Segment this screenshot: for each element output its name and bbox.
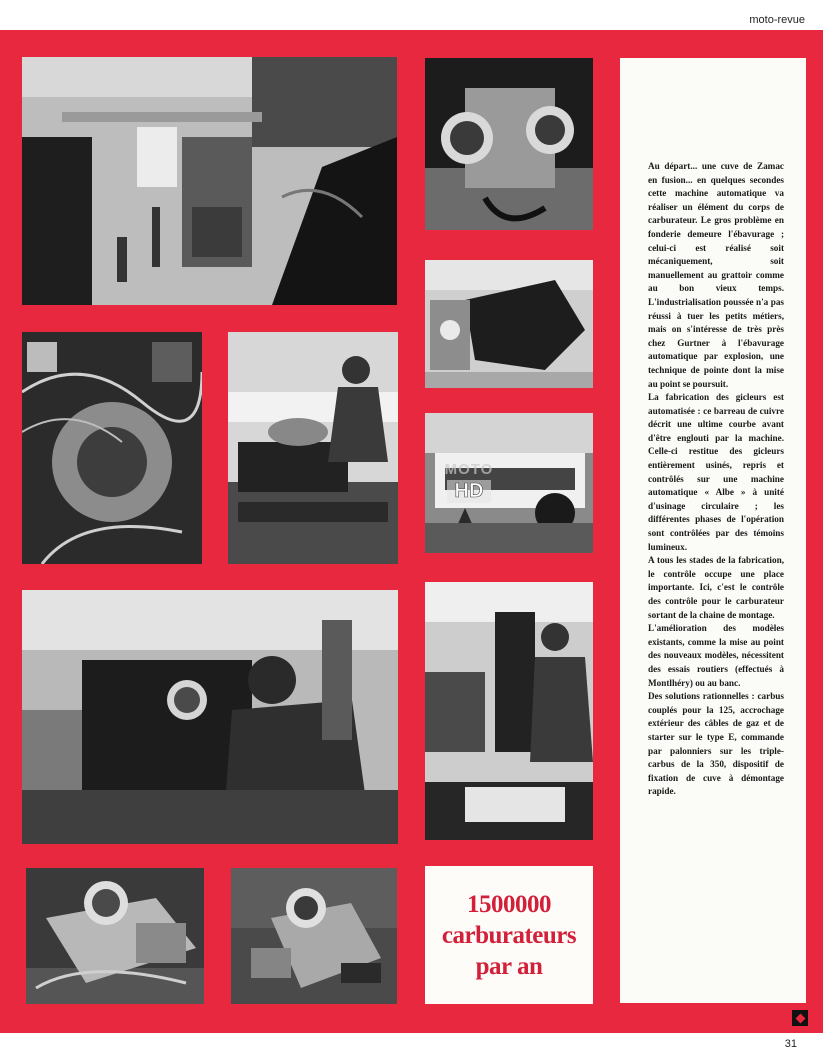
article-paragraph: L'amélioration des modèles existants, comme la mise au point des nouveaux modèles, nécessitent des essais routiers (effectués à Montlhéry) ou au banc. bbox=[648, 623, 784, 688]
article-paragraph: Des solutions rationnelles : carbus couplés pour la 125, accrochage extérieur des câbles de gaz et de starter sur le type E, commande par palonniers sur les triple-carbus de la 350, dispositif de fixation de cuve à démontage rapide. bbox=[648, 691, 784, 797]
article-paragraph: La fabrication des gicleurs est automatisée : ce barreau de cuivre décrit une ultime courbe avant d'être englouti par la machine. Celle-ci restitue des gicleurs entièrement usinés, repris et contrôlés sur une machine automatique « Albe » à unité d'usinage circulaire ; les différentes phases de l'opération sont contrôlées par des témoins lumineux. bbox=[648, 392, 784, 552]
photo-carburettor-top bbox=[26, 868, 204, 1004]
photo-control-bench bbox=[22, 590, 398, 844]
watermark-top-text: MOTO bbox=[444, 461, 494, 478]
watermark-logo bbox=[432, 444, 506, 520]
headline-number: 1500000 bbox=[467, 890, 551, 918]
headline-subject: carburateurs bbox=[441, 921, 577, 949]
article-body bbox=[648, 160, 784, 799]
photo-wiring-jig bbox=[22, 332, 202, 564]
page-number: 31 bbox=[784, 1038, 797, 1050]
watermark-hd-label: HD bbox=[447, 480, 492, 503]
headline-box bbox=[425, 866, 593, 1004]
article-paragraph: Au départ... une cuve de Zamac en fusion... en quelques secondes cette machine automatique va réaliser un élément du corps de carburateur. Le gros problème en fonderie demeure l'ébavurage ; celui-ci est réalisé soit mécaniquement, soit manuellement au grattoir comme au bon vieux temps. L'industrialisation poussée n'a pas réussi à tuer les petits métiers, mais on s'intéresse de très près chez Gurtner à l'ébavurage automatique par explosion, une technique de pointe dont la mise au point se poursuit. bbox=[648, 161, 784, 389]
masthead: moto-revue bbox=[749, 14, 805, 26]
photo-carburettor-angled bbox=[231, 868, 397, 1004]
article-paragraph: A tous les stades de la fabrication, le contrôle occupe une place importante. Ici, c'est le contrôle des contrôle pour le carburateur sortant de la chaine de montage. bbox=[648, 555, 784, 620]
end-of-article-icon bbox=[792, 1010, 808, 1026]
photo-worker-at-machine bbox=[228, 332, 398, 564]
photo-factory-hall bbox=[22, 57, 397, 305]
photo-test-stand bbox=[425, 582, 593, 840]
headline-rate: par an bbox=[475, 952, 543, 980]
photo-twin-carburettor bbox=[425, 58, 593, 230]
photo-carb-body bbox=[425, 260, 593, 388]
